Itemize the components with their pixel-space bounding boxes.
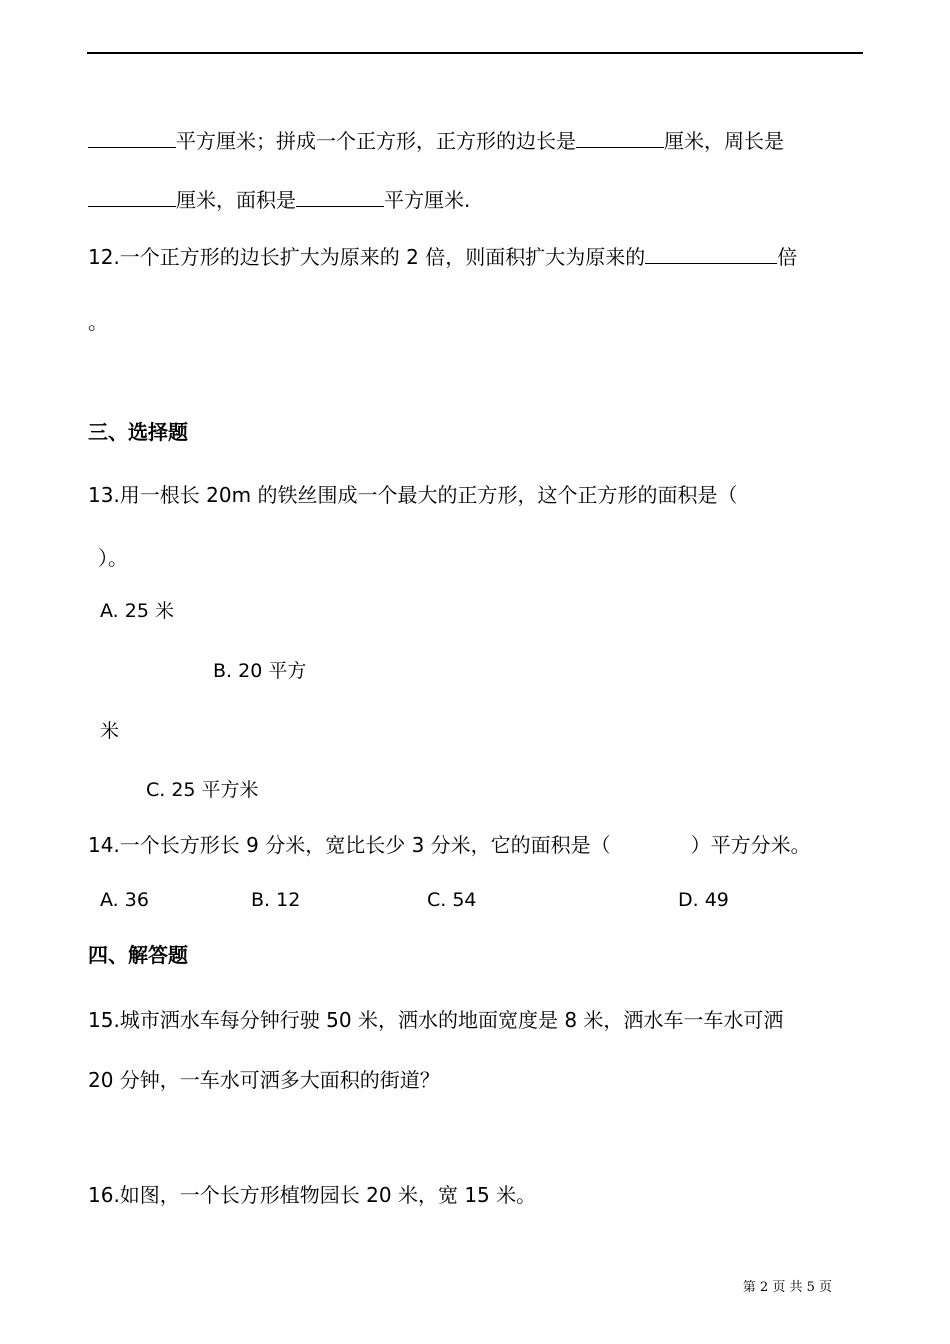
q14-option-c[interactable]: C. 54 xyxy=(427,889,477,911)
answer-blank[interactable] xyxy=(296,186,384,207)
q14-option-a[interactable]: A. 36 xyxy=(100,889,149,911)
q11-text-a: 平方厘米；拼成一个正方形，正方形的边长是 xyxy=(176,129,576,153)
header-rule xyxy=(87,52,863,54)
q11-text-b: 厘米，周长是 xyxy=(664,129,784,153)
q12-line-1 xyxy=(88,243,797,271)
q14-text: 14.一个长方形长 9 分米，宽比长少 3 分米，它的面积是（ ）平方分米。 xyxy=(88,833,811,857)
q11-text-c: 厘米，面积是 xyxy=(176,188,296,212)
q13-line-2: ）。 xyxy=(98,546,128,570)
q11-text-d: 平方厘米. xyxy=(384,188,471,212)
answer-blank[interactable] xyxy=(88,186,176,207)
q11-line-2 xyxy=(88,186,470,214)
q15-line-1: 15.城市洒水车每分钟行驶 50 米，洒水的地面宽度是 8 米，洒水车一车水可洒 xyxy=(88,1008,784,1032)
section-3-title: 三、选择题 xyxy=(88,420,188,444)
q11-line-1 xyxy=(88,127,784,155)
q14-option-d[interactable]: D. 49 xyxy=(678,889,729,911)
answer-blank[interactable] xyxy=(576,127,664,148)
q14-option-b[interactable]: B. 12 xyxy=(251,889,301,911)
q13-option-b[interactable]: B. 20 平方 xyxy=(213,660,307,682)
answer-blank[interactable] xyxy=(645,243,777,264)
q13-option-c[interactable]: C. 25 平方米 xyxy=(146,779,259,801)
q16-line-1: 16.如图，一个长方形植物园长 20 米，宽 15 米。 xyxy=(88,1183,537,1207)
q13-option-a[interactable]: A. 25 米 xyxy=(100,600,174,622)
q15-line-2: 20 分钟，一车水可洒多大面积的街道？ xyxy=(88,1068,440,1092)
q12-tail: 倍 xyxy=(777,245,798,269)
q13-option-b-cont: 米 xyxy=(100,720,120,742)
page-number: 第 2 页 共 5 页 xyxy=(742,1280,832,1295)
q12-text: 12.一个正方形的边长扩大为原来的 2 倍，则面积扩大为原来的 xyxy=(88,245,646,269)
q12-line-2: 。 xyxy=(88,310,108,334)
answer-blank[interactable] xyxy=(88,127,176,148)
q13-text: 13.用一根长 20m 的铁丝围成一个最大的正方形，这个正方形的面积是（ xyxy=(88,483,738,507)
section-4-title: 四、解答题 xyxy=(88,943,188,967)
